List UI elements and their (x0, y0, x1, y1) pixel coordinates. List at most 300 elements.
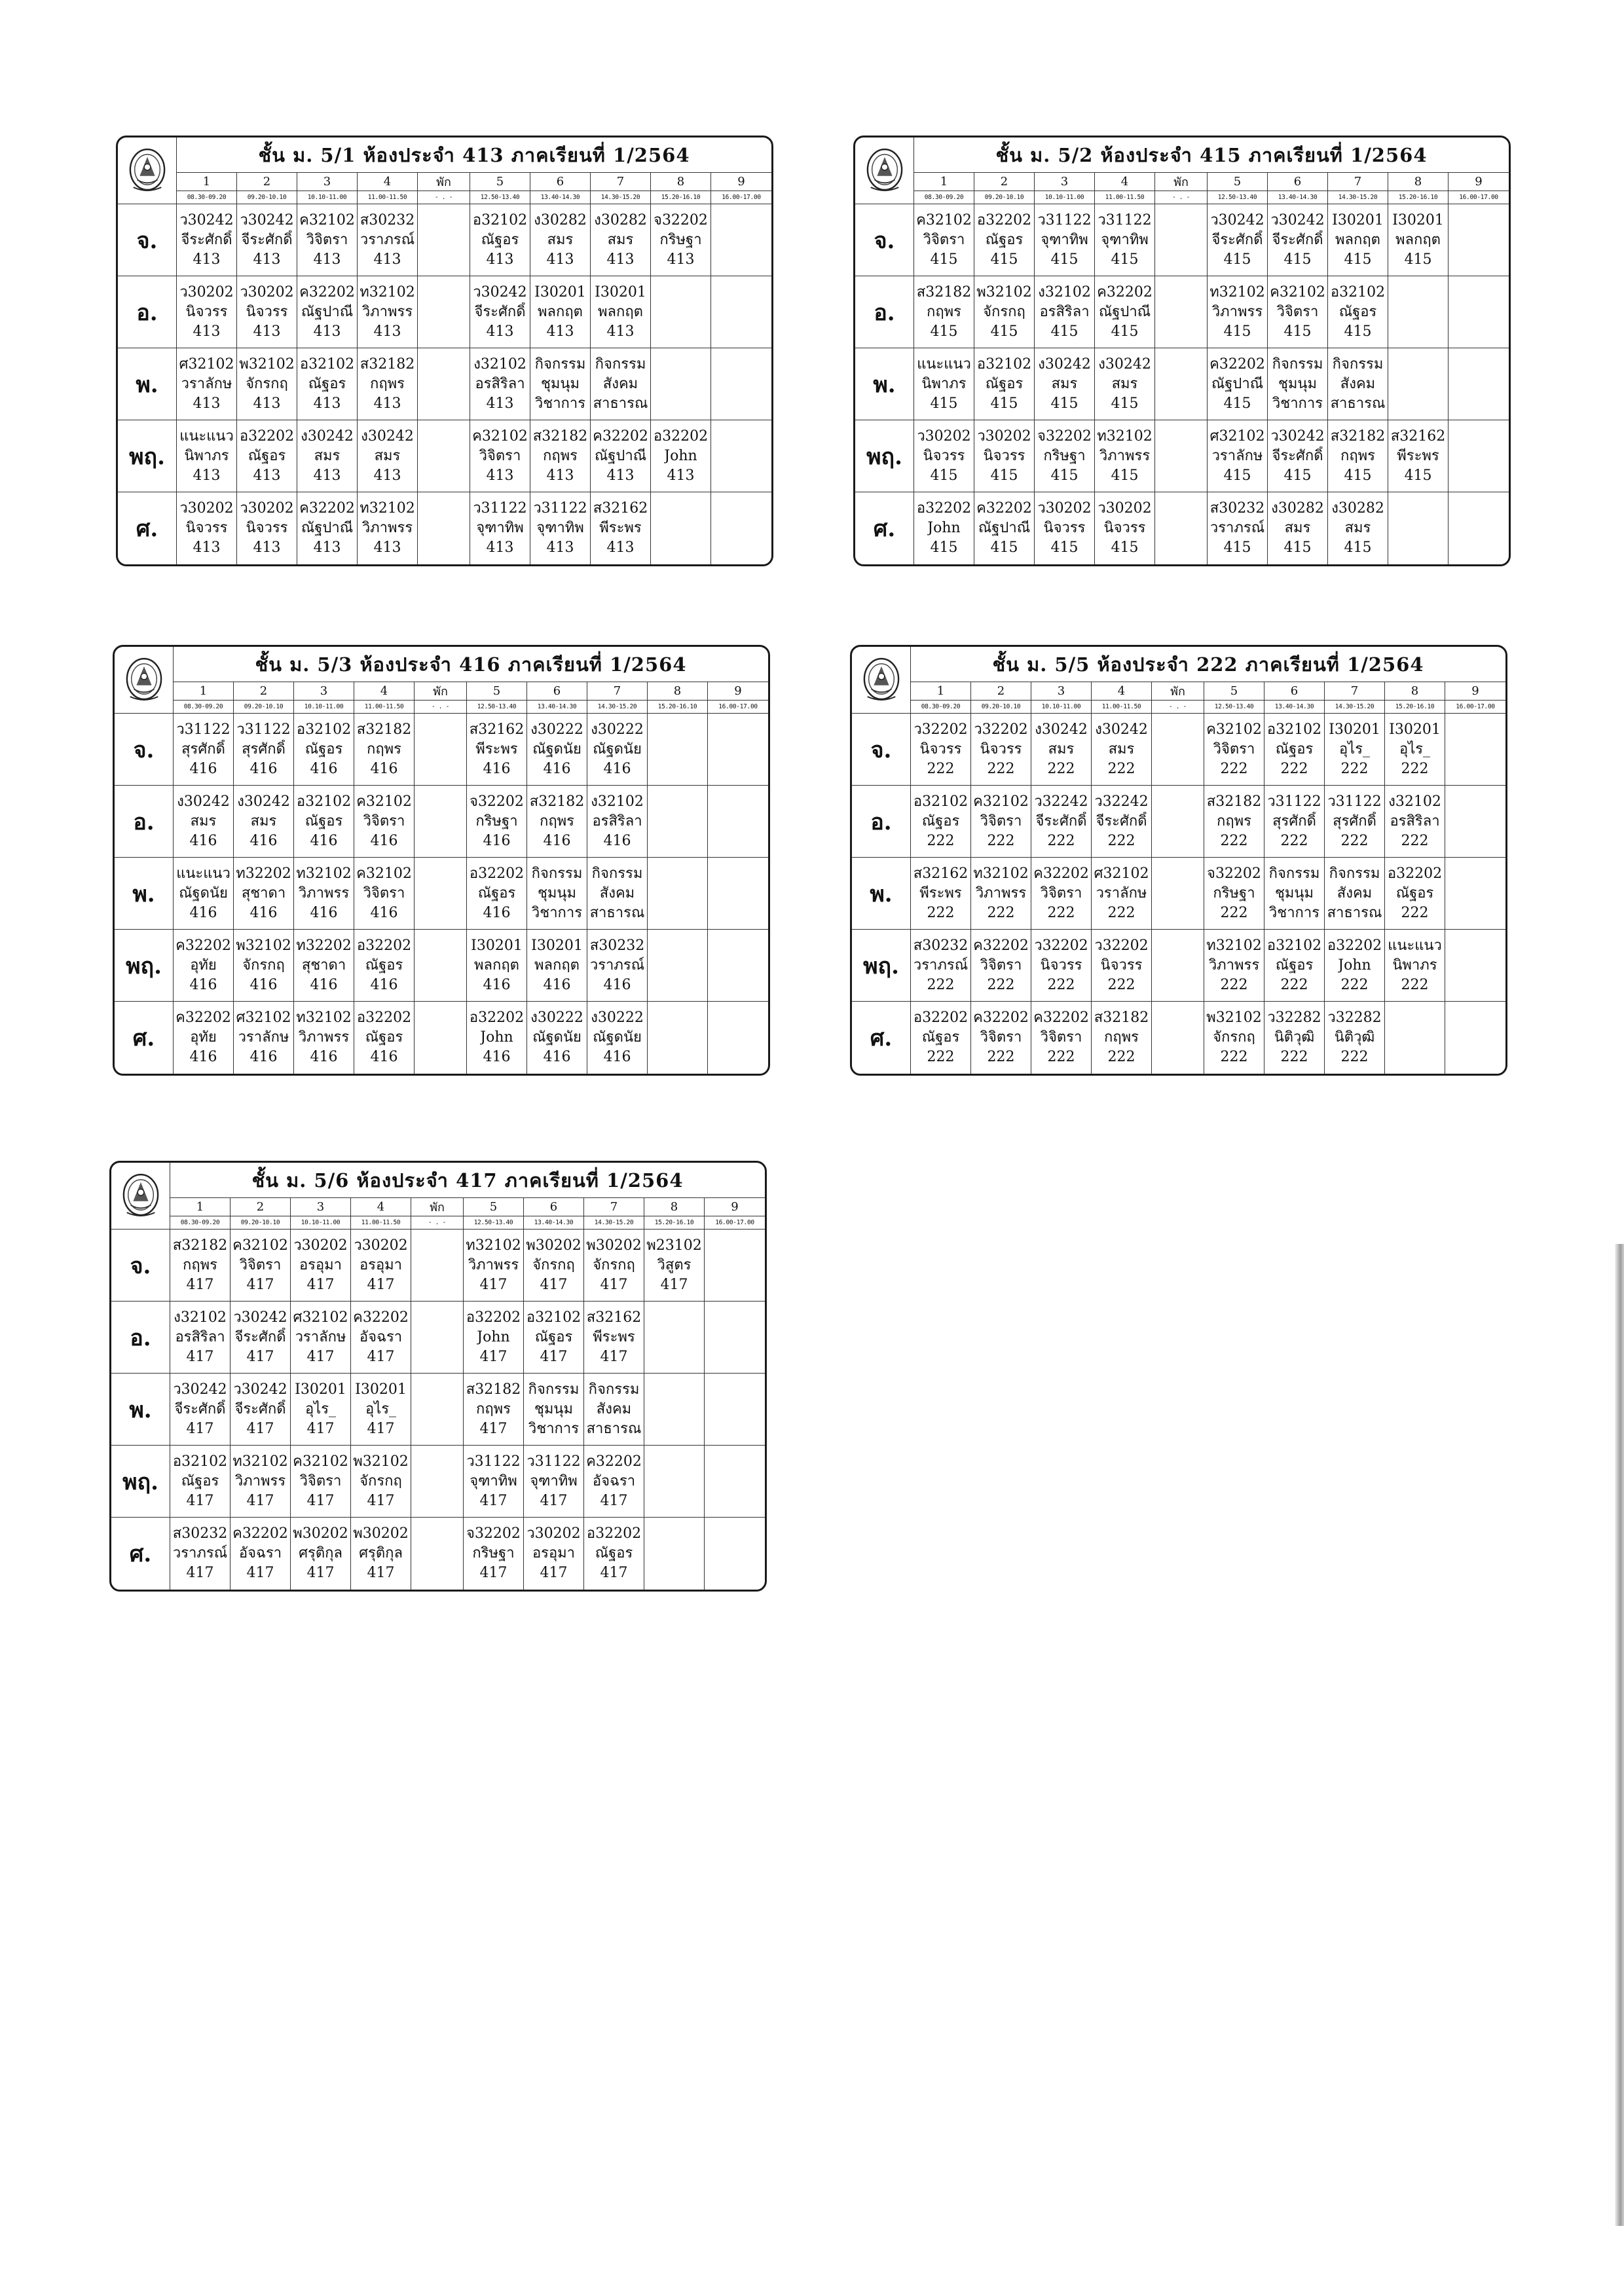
room-number: 222 (987, 832, 1015, 849)
room-number: 413 (486, 539, 514, 556)
class-slot (1325, 786, 1385, 858)
class-slot (467, 858, 527, 930)
teacher-name: จีระศักดิ์ (181, 231, 232, 248)
period-time: 09.20-10.10 (974, 191, 1035, 204)
teacher-name: ณัฐอร (985, 375, 1024, 392)
subject-code: ศ32102 (293, 1309, 348, 1326)
subject-code: ว30242 (1210, 211, 1264, 228)
class-slot (527, 1002, 587, 1074)
subject-code: ว31122 (1037, 211, 1092, 228)
subject-code: ง30282 (594, 211, 647, 228)
class-slot (1031, 858, 1092, 930)
subject-code: ค32202 (1209, 355, 1265, 373)
subject-code: อ32202 (913, 1010, 969, 1026)
subject-code: I30201 (471, 937, 523, 954)
class-slot (354, 930, 415, 1002)
teacher-name: พลกฤต (534, 957, 580, 974)
class-slot (530, 420, 591, 492)
teacher-name: สมร (607, 231, 634, 248)
day-label: พ. (118, 348, 177, 420)
class-slot (591, 204, 651, 276)
class-slot (644, 1446, 705, 1518)
day-label: จ. (111, 1230, 170, 1302)
class-slot (1204, 858, 1264, 930)
subject-code: ส32182 (356, 721, 412, 738)
room-number: 417 (479, 1420, 507, 1437)
period-number: 6 (530, 173, 591, 191)
teacher-name: ณัฐอร (921, 812, 960, 829)
subject-code: ส32182 (1206, 793, 1262, 810)
period-number: 5 (464, 1198, 524, 1216)
class-slot (231, 1446, 291, 1518)
subject-code: ค32202 (593, 428, 648, 445)
break-slot (1155, 204, 1208, 276)
teacher-name: อรสิริลา (1390, 812, 1440, 829)
teacher-name: ณัฐอร (248, 447, 286, 464)
class-slot (174, 786, 234, 858)
class-slot (1385, 786, 1445, 858)
class-slot (291, 1374, 351, 1446)
class-slot (234, 714, 294, 786)
teacher-name: กฤพร (543, 447, 578, 464)
subject-code: ส32182 (529, 793, 585, 810)
room-number: 413 (373, 467, 401, 484)
subject-code: อ32202 (586, 1525, 642, 1542)
room-number: 415 (1223, 467, 1251, 484)
class-slot (174, 714, 234, 786)
class-slot (1092, 714, 1152, 786)
subject-code: ว32202 (913, 721, 968, 738)
break-slot (1155, 276, 1208, 348)
subject-code: ค32102 (356, 793, 412, 810)
teacher-name: จุฑาทิพ (1041, 231, 1088, 248)
break-header: พัก (415, 682, 467, 701)
class-slot (711, 204, 771, 276)
period-number: 3 (1035, 173, 1095, 191)
subject-code: ค32102 (973, 793, 1029, 810)
teacher-name: สังคม (596, 1400, 632, 1417)
teacher-name: ณัฐอร (534, 1328, 573, 1345)
room-number: 417 (367, 1565, 395, 1581)
class-slot (174, 858, 234, 930)
subject-code: ส32182 (1094, 1010, 1149, 1026)
class-slot (1268, 420, 1328, 492)
room-number: 222 (1220, 760, 1248, 777)
class-slot (1208, 492, 1268, 564)
class-slot (467, 786, 527, 858)
break-header: พัก (1155, 173, 1208, 191)
class-slot (234, 858, 294, 930)
class-slot (911, 786, 971, 858)
teacher-name: อุไร_ (1338, 740, 1371, 757)
subject-code: จ32202 (1207, 865, 1261, 882)
room-number: 416 (370, 760, 398, 777)
break-slot (415, 714, 467, 786)
period-number: 6 (1268, 173, 1328, 191)
room-number: 222 (1107, 1049, 1135, 1065)
school-logo (118, 137, 177, 204)
teacher-name: วิจิตรา (1276, 303, 1319, 320)
room-number: 413 (193, 323, 221, 340)
teacher-name: ณัฐอร (304, 740, 343, 757)
teacher-name: วิภาพรร (1099, 447, 1151, 464)
class-slot (358, 276, 418, 348)
class-slot (1031, 714, 1092, 786)
subject-code: ว32202 (1034, 937, 1088, 954)
day-label: ศ. (118, 492, 177, 564)
class-slot (1095, 204, 1155, 276)
subject-code: กิจกรรม (591, 865, 643, 882)
day-label: จ. (855, 204, 914, 276)
class-slot (1208, 204, 1268, 276)
period-time: 10.10-11.00 (297, 191, 358, 204)
period-time: 11.00-11.50 (351, 1216, 411, 1230)
class-slot (294, 930, 354, 1002)
room-number: 222 (1107, 976, 1135, 993)
subject-code: ว30202 (1098, 500, 1152, 517)
subject-code: กิจกรรม (1272, 355, 1323, 373)
teacher-name: สุรศักดิ์ (1272, 812, 1316, 829)
class-slot (584, 1374, 644, 1446)
room-number: 222 (927, 976, 955, 993)
period-time: 14.30-15.20 (1328, 191, 1388, 204)
teacher-name: ณัฐดนัย (532, 1029, 581, 1046)
room-number: 222 (927, 832, 955, 849)
teacher-name: จุฑาทิพ (530, 1472, 578, 1489)
teacher-name: นิจวรร (919, 740, 962, 757)
teacher-name: จักรกฤ (242, 957, 285, 974)
subject-code: อ32102 (1330, 283, 1386, 301)
break-slot (1155, 348, 1208, 420)
teacher-name: ศรุติกุล (359, 1545, 403, 1561)
break-slot (411, 1518, 464, 1590)
class-slot (1449, 276, 1509, 348)
period-time: 16.00-17.00 (711, 191, 771, 204)
class-slot (587, 858, 648, 930)
period-time: - . - (411, 1216, 464, 1230)
room-number: 222 (1107, 904, 1135, 921)
subject-code: ว30202 (526, 1525, 581, 1542)
room-number: 417 (367, 1420, 395, 1437)
teacher-name: ชุมนุม (1275, 884, 1314, 902)
class-slot (1204, 930, 1264, 1002)
subject-code: ท32102 (232, 1453, 288, 1470)
subject-code: ง30282 (534, 211, 587, 228)
period-time: 13.40-14.30 (1264, 701, 1325, 714)
period-time: 13.40-14.30 (527, 701, 587, 714)
class-slot (584, 1230, 644, 1302)
teacher-name: วิจิตรา (980, 812, 1022, 829)
class-slot (237, 420, 297, 492)
subject-code: อ32202 (653, 428, 709, 445)
teacher-name: อรสิริลา (475, 375, 525, 392)
class-slot (911, 714, 971, 786)
class-slot (591, 420, 651, 492)
subject-code: ท32102 (1206, 937, 1262, 954)
day-label: ศ. (111, 1518, 170, 1590)
subject-code: กิจกรรม (531, 865, 583, 882)
break-slot (411, 1446, 464, 1518)
teacher-name: นิจวรร (923, 447, 965, 464)
teacher-name: กฤพร (183, 1256, 217, 1273)
room-number: 222 (1280, 832, 1308, 849)
subject-code: ค32202 (976, 500, 1032, 517)
subject-code: ว31122 (236, 721, 291, 738)
subject-code: แนะแนว (917, 355, 971, 373)
day-label: พฤ. (111, 1446, 170, 1518)
break-slot (1152, 930, 1204, 1002)
subject-code: ค32202 (175, 937, 231, 954)
class-slot (231, 1230, 291, 1302)
period-number: 6 (524, 1198, 584, 1216)
room-number: 415 (990, 539, 1018, 556)
class-slot (651, 348, 711, 420)
room-number: 416 (543, 760, 571, 777)
room-number: 415 (1223, 539, 1251, 556)
class-slot (297, 348, 358, 420)
teacher-name: นิจวรร (1100, 957, 1143, 974)
teacher-name: จุฑาทิพ (470, 1472, 517, 1489)
room-number: 222 (1340, 760, 1369, 777)
teacher-name: อัจฉรา (359, 1328, 403, 1345)
class-slot (177, 276, 237, 348)
subject-code: ว30242 (233, 1309, 287, 1326)
break-slot (415, 930, 467, 1002)
teacher-name: John (664, 447, 697, 464)
subject-code: กิจกรรม (1329, 865, 1380, 882)
period-number: 5 (1204, 682, 1264, 701)
subject-code: ว32242 (1094, 793, 1149, 810)
subject-code: ว32202 (1094, 937, 1149, 954)
teacher-name: สุชาดา (241, 884, 286, 902)
class-slot (1092, 858, 1152, 930)
room-number: 413 (546, 467, 574, 484)
class-slot (234, 1002, 294, 1074)
subject-code: ท32202 (236, 865, 291, 882)
period-number: 7 (1328, 173, 1388, 191)
subject-code: พ32102 (239, 355, 295, 373)
class-slot (1204, 714, 1264, 786)
teacher-name: พีระพร (1397, 447, 1439, 464)
period-number: 4 (1095, 173, 1155, 191)
room-number: 413 (313, 539, 341, 556)
teacher-name: อรสิริลา (1039, 303, 1090, 320)
subject-code: ส30232 (360, 211, 415, 228)
subject-code: กิจกรรม (534, 355, 586, 373)
teacher-name: นิพาภร (184, 447, 229, 464)
subject-code: ส32182 (360, 355, 415, 373)
class-slot (1268, 276, 1328, 348)
period-time: 12.50-13.40 (467, 701, 527, 714)
subject-code: ท32102 (973, 865, 1029, 882)
room-number: 413 (193, 539, 221, 556)
class-slot (705, 1230, 765, 1302)
teacher-name: สมร (250, 812, 277, 829)
period-time: 11.00-11.50 (1092, 701, 1152, 714)
class-slot (1264, 714, 1325, 786)
subject-code: ง30242 (1035, 721, 1088, 738)
teacher-name: ณัฐปาณี (978, 520, 1031, 536)
period-time: 13.40-14.30 (1268, 191, 1328, 204)
teacher-name: กริษฐา (1213, 884, 1255, 902)
teacher-name: ณัฐอร (308, 375, 346, 392)
teacher-name: ณัฐอร (365, 957, 403, 974)
subject-code: ส30232 (913, 937, 969, 954)
room-number: 413 (253, 467, 281, 484)
room-number: 415 (1404, 467, 1432, 484)
class-slot (711, 348, 771, 420)
class-slot (351, 1230, 411, 1302)
subject-code: ว30202 (977, 428, 1031, 445)
teacher-name: อุทัย (190, 957, 217, 974)
period-time: - . - (1152, 701, 1204, 714)
day-label: อ. (855, 276, 914, 348)
class-slot (648, 1002, 708, 1074)
teacher-name: กฤพร (540, 812, 574, 829)
teacher-name: วราลักษ (295, 1328, 346, 1345)
room-number: 416 (370, 1049, 398, 1065)
period-time: 09.20-10.10 (971, 701, 1031, 714)
class-slot (1035, 276, 1095, 348)
class-slot (237, 492, 297, 564)
room-number: 413 (253, 251, 281, 268)
subject-code: ง30222 (591, 1010, 644, 1026)
class-slot (351, 1374, 411, 1446)
room-number: 222 (1047, 760, 1075, 777)
subject-code: ท32102 (1097, 428, 1153, 445)
teacher-name: วราภรณ์ (360, 231, 415, 248)
room-number: 415 (930, 467, 958, 484)
room-number: 416 (310, 976, 338, 993)
teacher-name: กริษฐา (659, 231, 702, 248)
teacher-name: พลกฤต (538, 303, 583, 320)
period-number: 7 (584, 1198, 644, 1216)
room-number: 416 (249, 976, 278, 993)
subject-code: พ30202 (353, 1525, 409, 1542)
class-slot (234, 930, 294, 1002)
room-number: 416 (483, 832, 511, 849)
subject-code: ค32102 (293, 1453, 348, 1470)
subject-code: ว30202 (1037, 500, 1092, 517)
room-number: 415 (1223, 323, 1251, 340)
class-slot (524, 1230, 584, 1302)
class-slot (974, 420, 1035, 492)
class-slot (358, 492, 418, 564)
class-slot (705, 1374, 765, 1446)
timetable-m5-3 (113, 645, 770, 1076)
teacher-name: John (477, 1328, 510, 1345)
subject-code: อ32202 (356, 937, 412, 954)
room-number: 415 (930, 539, 958, 556)
subject-code: ง30222 (530, 721, 583, 738)
subject-code: ค32102 (916, 211, 972, 228)
subject-code: พ32102 (1206, 1010, 1262, 1026)
period-number: 8 (648, 682, 708, 701)
class-slot (584, 1518, 644, 1590)
period-time: 08.30-09.20 (914, 191, 974, 204)
subject-code: อ32202 (916, 500, 972, 517)
subject-code: ค32102 (472, 428, 528, 445)
class-slot (294, 786, 354, 858)
room-number: วิชาการ (1272, 395, 1323, 412)
class-slot (464, 1230, 524, 1302)
period-number: 2 (234, 682, 294, 701)
class-slot (170, 1374, 231, 1446)
teacher-name: กฤพร (1104, 1029, 1139, 1046)
teacher-name: สมร (1284, 520, 1311, 536)
class-slot (297, 276, 358, 348)
room-number: 417 (306, 1276, 335, 1293)
class-slot (1445, 930, 1505, 1002)
teacher-name: พีระพร (475, 740, 518, 757)
teacher-name: อุไร_ (365, 1400, 397, 1417)
subject-code: พ32102 (353, 1453, 409, 1470)
period-number: 8 (1388, 173, 1449, 191)
class-slot (237, 348, 297, 420)
class-slot (587, 786, 648, 858)
room-number: 413 (486, 251, 514, 268)
period-time: - . - (418, 191, 470, 204)
class-slot (1208, 276, 1268, 348)
room-number: 416 (603, 976, 631, 993)
period-number: 3 (1031, 682, 1092, 701)
class-slot (294, 714, 354, 786)
class-slot (648, 786, 708, 858)
subject-code: จ32202 (470, 793, 524, 810)
subject-code: อ32102 (296, 793, 352, 810)
teacher-name: สมร (1108, 740, 1135, 757)
class-slot (470, 276, 530, 348)
class-slot (170, 1302, 231, 1374)
teacher-name: ณัฐปาณี (594, 447, 647, 464)
teacher-name: วิสูตร (657, 1256, 692, 1273)
school-logo (852, 647, 911, 714)
day-label: จ. (852, 714, 911, 786)
subject-code: ค32202 (973, 937, 1029, 954)
room-number: 417 (246, 1276, 274, 1293)
subject-code: ว31122 (1267, 793, 1321, 810)
class-slot (354, 1002, 415, 1074)
room-number: 415 (1344, 467, 1372, 484)
subject-code: ว31122 (533, 500, 587, 517)
teacher-name: พีระพร (593, 1328, 635, 1345)
period-number: 4 (358, 173, 418, 191)
period-time: 15.20-16.10 (651, 191, 711, 204)
teacher-name: จีระศักดิ์ (241, 231, 293, 248)
period-number: 8 (644, 1198, 705, 1216)
teacher-name: วิภาพรร (298, 1029, 350, 1046)
room-number: 415 (1111, 467, 1139, 484)
teacher-name: วราภรณ์ (1209, 520, 1265, 536)
class-slot (524, 1302, 584, 1374)
class-slot (470, 204, 530, 276)
subject-code: ว32242 (1034, 793, 1088, 810)
class-slot (1268, 348, 1328, 420)
subject-code: I30201 (355, 1381, 407, 1398)
class-slot (1095, 492, 1155, 564)
room-number: 415 (1223, 395, 1251, 412)
teacher-name: สุรศักดิ์ (181, 740, 225, 757)
teacher-name: อรสิริลา (592, 812, 642, 829)
period-time: 16.00-17.00 (1449, 191, 1509, 204)
room-number: 222 (1401, 760, 1429, 777)
room-number: 413 (667, 467, 695, 484)
period-time: 09.20-10.10 (237, 191, 297, 204)
teacher-name: วราภรณ์ (589, 957, 645, 974)
period-time: 08.30-09.20 (170, 1216, 231, 1230)
subject-code: I30201 (1392, 211, 1444, 228)
room-number: 417 (660, 1276, 688, 1293)
